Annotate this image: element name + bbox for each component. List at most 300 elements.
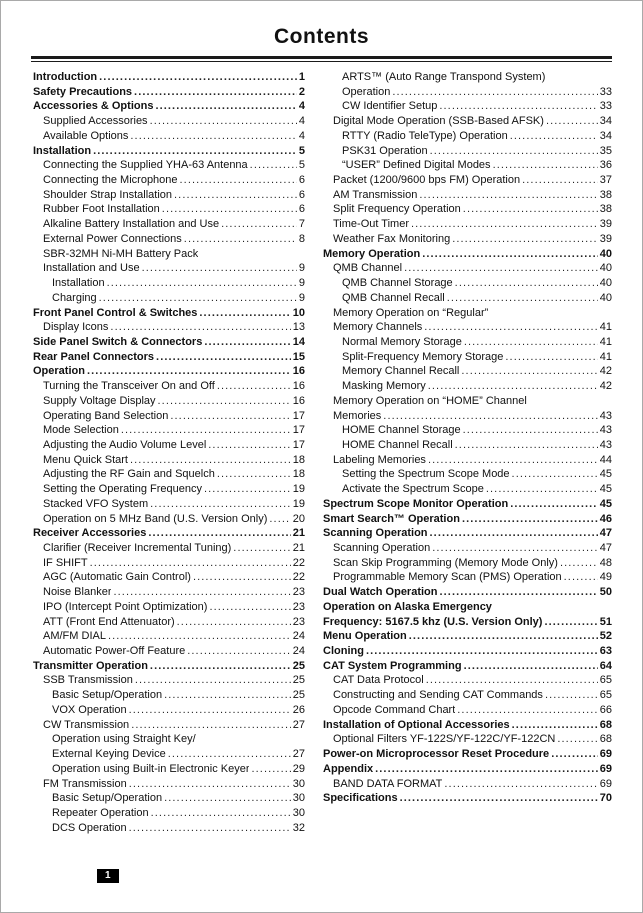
dot-leader [464, 335, 598, 350]
toc-entry-page: 21 [292, 527, 305, 540]
dot-leader [121, 423, 291, 438]
toc-entry [33, 732, 305, 747]
toc-entry [323, 409, 612, 424]
toc-entry-label: VOX Operation [52, 703, 127, 716]
toc-entry [323, 467, 612, 482]
dot-leader [486, 482, 598, 497]
dot-leader [193, 570, 291, 585]
toc-entry-label: AGC (Automatic Gain Control) [43, 571, 191, 584]
dot-leader [463, 423, 598, 438]
toc-entry-page: 13 [292, 321, 305, 334]
toc-entry-page: 48 [599, 556, 612, 569]
dot-leader [462, 512, 598, 527]
dot-leader [404, 261, 598, 276]
toc-entry-page: 35 [599, 144, 612, 157]
toc-entry-label: Programmable Memory Scan (PMS) Operation [333, 571, 562, 584]
toc-entry-page: 33 [599, 85, 612, 98]
dot-leader [430, 526, 598, 541]
toc-entry [33, 217, 305, 232]
toc-entry-page: 50 [599, 586, 612, 599]
dot-leader [455, 276, 598, 291]
toc-entry-label: Scan Skip Programming (Memory Mode Only) [333, 556, 558, 569]
toc-entry-page: 6 [298, 174, 305, 187]
toc-entry-label: Labeling Memories [333, 453, 426, 466]
toc-entry-page: 16 [292, 380, 305, 393]
toc-entry [33, 600, 305, 615]
dot-leader [493, 158, 598, 173]
toc-entry [323, 217, 612, 232]
toc-entry-page: 25 [292, 659, 305, 672]
dot-leader [426, 673, 598, 688]
toc-entry-page: 66 [599, 703, 612, 716]
toc-entry [323, 99, 612, 114]
toc-entry-label: Operation [33, 365, 85, 378]
toc-entry-page: 65 [599, 674, 612, 687]
dot-leader [150, 659, 291, 674]
toc-entry [323, 158, 612, 173]
toc-entry [323, 276, 612, 291]
toc-entry-label: Adjusting the Audio Volume Level [43, 438, 207, 451]
toc-entry [323, 512, 612, 527]
toc-entry [33, 629, 305, 644]
dot-leader [428, 453, 598, 468]
toc-entry-page: 20 [292, 512, 305, 525]
dot-leader [447, 291, 598, 306]
dot-leader [155, 99, 296, 114]
dot-leader [164, 688, 291, 703]
toc-entry-label: QMB Channel [333, 262, 403, 275]
toc-entry [323, 615, 612, 630]
dot-leader [129, 777, 291, 792]
toc-entry-label: BAND DATA FORMAT [333, 777, 443, 790]
toc-entry-page: 7 [298, 218, 305, 231]
toc-entry [33, 512, 305, 527]
dot-leader [546, 114, 598, 129]
toc-column-right [323, 70, 612, 835]
toc-entry [33, 762, 305, 777]
toc-entry-page: 40 [599, 247, 612, 260]
dot-leader [430, 144, 598, 159]
dot-leader [455, 438, 598, 453]
dot-leader [99, 291, 297, 306]
toc-entry-page: 38 [599, 188, 612, 201]
toc-entry [33, 247, 305, 262]
toc-entry-page: 41 [599, 335, 612, 348]
dot-leader [250, 158, 297, 173]
dot-leader [204, 482, 291, 497]
dot-leader [113, 585, 290, 600]
toc-entry [33, 202, 305, 217]
dot-leader [217, 467, 291, 482]
toc-entry [33, 114, 305, 129]
toc-entry-page: 23 [292, 600, 305, 613]
toc-entry [323, 659, 612, 674]
toc-entry [33, 291, 305, 306]
dot-leader [180, 173, 297, 188]
dot-leader [209, 600, 290, 615]
toc-entry-page: 33 [599, 100, 612, 113]
toc-entry-label: Power-on Microprocessor Reset Procedure [323, 748, 550, 761]
toc-entry-page: 24 [292, 630, 305, 643]
toc-entry-label: Connecting the Microphone [43, 174, 178, 187]
dot-leader [409, 629, 598, 644]
toc-entry [33, 85, 305, 100]
dot-leader [424, 320, 597, 335]
dot-leader [150, 114, 297, 129]
toc-entry-page: 51 [599, 615, 612, 628]
toc-entry-page: 10 [292, 306, 305, 319]
toc-entry [33, 718, 305, 733]
toc-entry-label: Packet (1200/9600 bps FM) Operation [333, 174, 521, 187]
toc-entry-label: External Power Connections [43, 232, 182, 245]
dot-leader [422, 247, 598, 262]
toc-entry-page: 18 [292, 453, 305, 466]
toc-entry-label: CAT System Programming [323, 659, 462, 672]
dot-leader [269, 512, 290, 527]
toc-entry-label: AM Transmission [333, 188, 418, 201]
dot-leader [204, 335, 290, 350]
toc-entry-page: 42 [599, 380, 612, 393]
toc-entry [33, 129, 305, 144]
toc-entry-label: Shoulder Strap Installation [43, 188, 173, 201]
toc-entry-page: 27 [292, 748, 305, 761]
dot-leader [142, 261, 297, 276]
toc-entry-label: Specifications [323, 792, 398, 805]
toc-entry-page: 17 [292, 424, 305, 437]
toc-entry-page: 46 [599, 512, 612, 525]
toc-entry-page: 23 [292, 615, 305, 628]
toc-entry-label: Split-Frequency Memory Storage [342, 350, 504, 363]
toc-entry-page: 25 [292, 674, 305, 687]
toc-entry-page: 9 [298, 291, 305, 304]
toc-entry-label: CW Transmission [43, 718, 130, 731]
toc-entry-label: Memory Channel Recall [342, 365, 460, 378]
toc-entry [323, 600, 612, 615]
toc-entry [323, 173, 612, 188]
toc-entry [323, 585, 612, 600]
toc-entry [323, 306, 612, 321]
toc-entry-page: 47 [599, 527, 612, 540]
toc-entry [33, 276, 305, 291]
dot-leader [452, 232, 598, 247]
toc-entry [33, 335, 305, 350]
toc-entry-label: Activate the Spectrum Scope [342, 483, 484, 496]
toc-entry-label: Memory Operation [323, 247, 421, 260]
toc-entry [33, 482, 305, 497]
toc-entry-label: Operation on Alaska Emergency [323, 600, 492, 613]
toc-entry-label: Spectrum Scope Monitor Operation [323, 497, 509, 510]
toc-entry [323, 379, 612, 394]
toc-entry-label: Rubber Foot Installation [43, 203, 160, 216]
toc-entry [323, 556, 612, 571]
toc-entry-label: Constructing and Sending CAT Commands [333, 689, 543, 702]
toc-entry-page: 45 [599, 468, 612, 481]
toc-entry [323, 129, 612, 144]
dot-leader [164, 791, 291, 806]
toc-entry-page: 39 [599, 218, 612, 231]
toc-entry-label: Setting the Operating Frequency [43, 483, 202, 496]
toc-entry [323, 777, 612, 792]
toc-entry-label: RTTY (Radio TeleType) Operation [342, 129, 508, 142]
toc-entry-page: 40 [599, 262, 612, 275]
toc-entry-page: 52 [599, 630, 612, 643]
toc-entry [323, 644, 612, 659]
toc-entry-label: Supplied Accessories [43, 115, 148, 128]
toc-entry [323, 188, 612, 203]
toc [33, 70, 612, 835]
toc-entry-page: 37 [599, 174, 612, 187]
toc-entry-page: 4 [298, 115, 305, 128]
toc-entry-label: Operation on 5 MHz Band (U.S. Version Only) [43, 512, 268, 525]
toc-entry [33, 615, 305, 630]
toc-entry-label: Mode Selection [43, 424, 119, 437]
toc-entry [33, 821, 305, 836]
toc-entry [33, 173, 305, 188]
toc-entry [33, 673, 305, 688]
dot-leader [217, 379, 291, 394]
toc-entry [33, 320, 305, 335]
toc-entry-label: Available Options [43, 129, 129, 142]
toc-entry [33, 541, 305, 556]
dot-leader [375, 762, 598, 777]
dot-leader [162, 202, 297, 217]
toc-entry-label: FM Transmission [43, 777, 127, 790]
dot-leader [156, 350, 291, 365]
dot-leader [560, 556, 598, 571]
toc-entry [323, 232, 612, 247]
toc-entry [33, 659, 305, 674]
dot-leader [168, 747, 291, 762]
toc-entry [33, 703, 305, 718]
dot-leader [131, 718, 291, 733]
toc-entry-page: 27 [292, 718, 305, 731]
dot-leader [544, 615, 597, 630]
toc-entry [33, 688, 305, 703]
toc-entry [323, 747, 612, 762]
toc-entry-label: “USER” Defined Digital Modes [342, 159, 491, 172]
toc-entry-label: Menu Operation [323, 630, 407, 643]
toc-entry [33, 306, 305, 321]
toc-entry-label: Digital Mode Operation (SSB-Based AFSK) [333, 115, 544, 128]
toc-entry-page: 19 [292, 497, 305, 510]
toc-entry [33, 777, 305, 792]
toc-entry-label: AM/FM DIAL [43, 630, 106, 643]
toc-entry-label: CW Identifier Setup [342, 100, 438, 113]
toc-entry-label: Weather Fax Monitoring [333, 232, 451, 245]
toc-entry-page: 38 [599, 203, 612, 216]
toc-entry-page: 41 [599, 350, 612, 363]
dot-leader [221, 217, 297, 232]
toc-entry-page: 40 [599, 291, 612, 304]
toc-entry-page: 47 [599, 542, 612, 554]
toc-entry-label: Optional Filters YF-122S/YF-122C/YF-122CN [333, 733, 556, 746]
toc-entry [33, 747, 305, 762]
dot-leader [151, 806, 291, 821]
toc-entry-page: 49 [599, 571, 612, 584]
page-number-badge: 1 [97, 869, 119, 883]
toc-entry [33, 99, 305, 114]
toc-column-left [33, 70, 305, 835]
toc-entry-label: Frequency: 5167.5 khz (U.S. Version Only) [323, 615, 543, 628]
toc-entry [323, 291, 612, 306]
toc-entry-page: 9 [298, 277, 305, 290]
toc-entry-label: Memories [333, 409, 382, 422]
toc-entry-page: 69 [599, 748, 612, 761]
dot-leader [107, 276, 297, 291]
toc-entry-label: Operation using Built-in Electronic Keyer [52, 762, 250, 775]
dot-leader [93, 144, 297, 159]
dot-leader [208, 438, 290, 453]
dot-leader [158, 394, 291, 409]
toc-entry [33, 261, 305, 276]
toc-entry-page: 25 [292, 689, 305, 702]
toc-entry-label: Setting the Spectrum Scope Mode [342, 468, 510, 481]
dot-leader [510, 129, 598, 144]
toc-entry-label: SBR-32MH Ni-MH Battery Pack [43, 247, 199, 260]
toc-entry-page: 29 [292, 762, 305, 775]
toc-entry [323, 261, 612, 276]
toc-entry [323, 629, 612, 644]
toc-entry-label: Clarifier (Receiver Incremental Tuning) [43, 542, 232, 554]
toc-entry-page: 34 [599, 115, 612, 128]
toc-entry [323, 762, 612, 777]
dot-leader [383, 409, 597, 424]
toc-entry-label: Scanning Operation [333, 542, 431, 554]
toc-entry [323, 85, 612, 100]
toc-entry [33, 570, 305, 585]
toc-entry-page: 45 [599, 497, 612, 510]
toc-entry [323, 320, 612, 335]
toc-entry [33, 467, 305, 482]
dot-leader [130, 453, 291, 468]
dot-leader [428, 379, 598, 394]
toc-entry-page: 6 [298, 203, 305, 216]
toc-entry-label: Rear Panel Connectors [33, 350, 155, 363]
toc-entry-label: Turning the Transceiver On and Off [43, 380, 215, 393]
toc-entry-page: 43 [599, 409, 612, 422]
toc-entry [33, 70, 305, 85]
dot-leader [419, 188, 597, 203]
dot-leader [187, 644, 291, 659]
dot-leader [233, 541, 290, 556]
toc-entry-label: Installation [52, 277, 105, 290]
toc-entry [33, 585, 305, 600]
toc-entry [323, 423, 612, 438]
toc-entry [323, 497, 612, 512]
toc-entry-label: Menu Quick Start [43, 453, 128, 466]
toc-entry-page: 39 [599, 232, 612, 245]
dot-leader [557, 732, 597, 747]
toc-entry [33, 144, 305, 159]
toc-entry [323, 70, 612, 85]
toc-entry [33, 409, 305, 424]
toc-entry [323, 688, 612, 703]
dot-leader [439, 99, 597, 114]
dot-leader [130, 129, 296, 144]
toc-entry [323, 541, 612, 556]
dot-leader [505, 350, 597, 365]
toc-entry-label: Operating Band Selection [43, 409, 169, 422]
dot-leader [510, 497, 598, 512]
toc-entry [33, 526, 305, 541]
toc-entry-label: ARTS™ (Auto Range Transpond System) [342, 71, 546, 83]
toc-entry-label: Appendix [323, 762, 374, 775]
toc-entry-label: HOME Channel Recall [342, 438, 453, 451]
toc-entry-label: Operation [342, 85, 391, 98]
toc-entry-label: Repeater Operation [52, 806, 149, 819]
toc-entry-page: 2 [298, 85, 305, 98]
toc-entry-label: Memory Channels [333, 321, 423, 334]
dot-leader [150, 497, 291, 512]
toc-entry-label: Basic Setup/Operation [52, 792, 163, 805]
toc-entry-page: 30 [292, 777, 305, 790]
toc-entry-label: Noise Blanker [43, 586, 112, 599]
dot-leader [366, 644, 598, 659]
toc-entry [33, 644, 305, 659]
toc-entry [323, 732, 612, 747]
toc-entry-page: 30 [292, 792, 305, 805]
toc-entry [323, 791, 612, 806]
toc-entry-page: 68 [599, 733, 612, 746]
toc-entry [323, 526, 612, 541]
toc-entry-label: Supply Voltage Display [43, 394, 156, 407]
toc-entry [323, 453, 612, 468]
toc-entry-page: 69 [599, 762, 612, 775]
toc-entry-label: Installation of Optional Accessories [323, 718, 510, 731]
dot-leader [461, 364, 597, 379]
toc-entry [33, 379, 305, 394]
toc-entry-page: 16 [292, 394, 305, 407]
toc-entry [33, 158, 305, 173]
dot-leader [545, 688, 598, 703]
toc-entry [323, 482, 612, 497]
toc-entry-label: Memory Operation on “HOME” Channel [333, 394, 527, 407]
toc-entry-label: Split Frequency Operation [333, 203, 461, 216]
toc-entry-label: Memory Operation on “Regular” [333, 306, 489, 319]
toc-entry-page: 14 [292, 335, 305, 348]
toc-entry-page: 41 [599, 321, 612, 334]
toc-entry-label: QMB Channel Storage [342, 277, 453, 290]
toc-entry [323, 364, 612, 379]
toc-entry-page: 43 [599, 438, 612, 451]
toc-entry-label: Alkaline Battery Installation and Use [43, 218, 220, 231]
toc-entry-page: 22 [292, 571, 305, 584]
toc-entry-label: Accessories & Options [33, 100, 154, 113]
dot-leader [87, 364, 291, 379]
toc-entry [33, 438, 305, 453]
toc-entry-page: 26 [292, 703, 305, 716]
toc-entry [33, 791, 305, 806]
dot-leader [199, 306, 290, 321]
toc-entry-page: 18 [292, 468, 305, 481]
dot-leader [177, 615, 291, 630]
toc-entry-label: Introduction [33, 71, 98, 83]
toc-entry-page: 1 [298, 71, 305, 83]
toc-entry [323, 703, 612, 718]
toc-entry-page: 19 [292, 483, 305, 496]
dot-leader [134, 85, 297, 100]
toc-entry-label: Installation [33, 144, 92, 157]
toc-entry-label: Connecting the Supplied YHA-63 Antenna [43, 159, 248, 172]
toc-entry [323, 673, 612, 688]
dot-leader [99, 70, 297, 85]
toc-entry-label: Masking Memory [342, 380, 426, 393]
toc-entry-page: 4 [298, 129, 305, 142]
toc-entry-label: QMB Channel Recall [342, 291, 445, 304]
toc-entry-label: Automatic Power-Off Feature [43, 645, 186, 658]
toc-entry-page: 5 [298, 144, 305, 157]
dot-leader [464, 659, 598, 674]
